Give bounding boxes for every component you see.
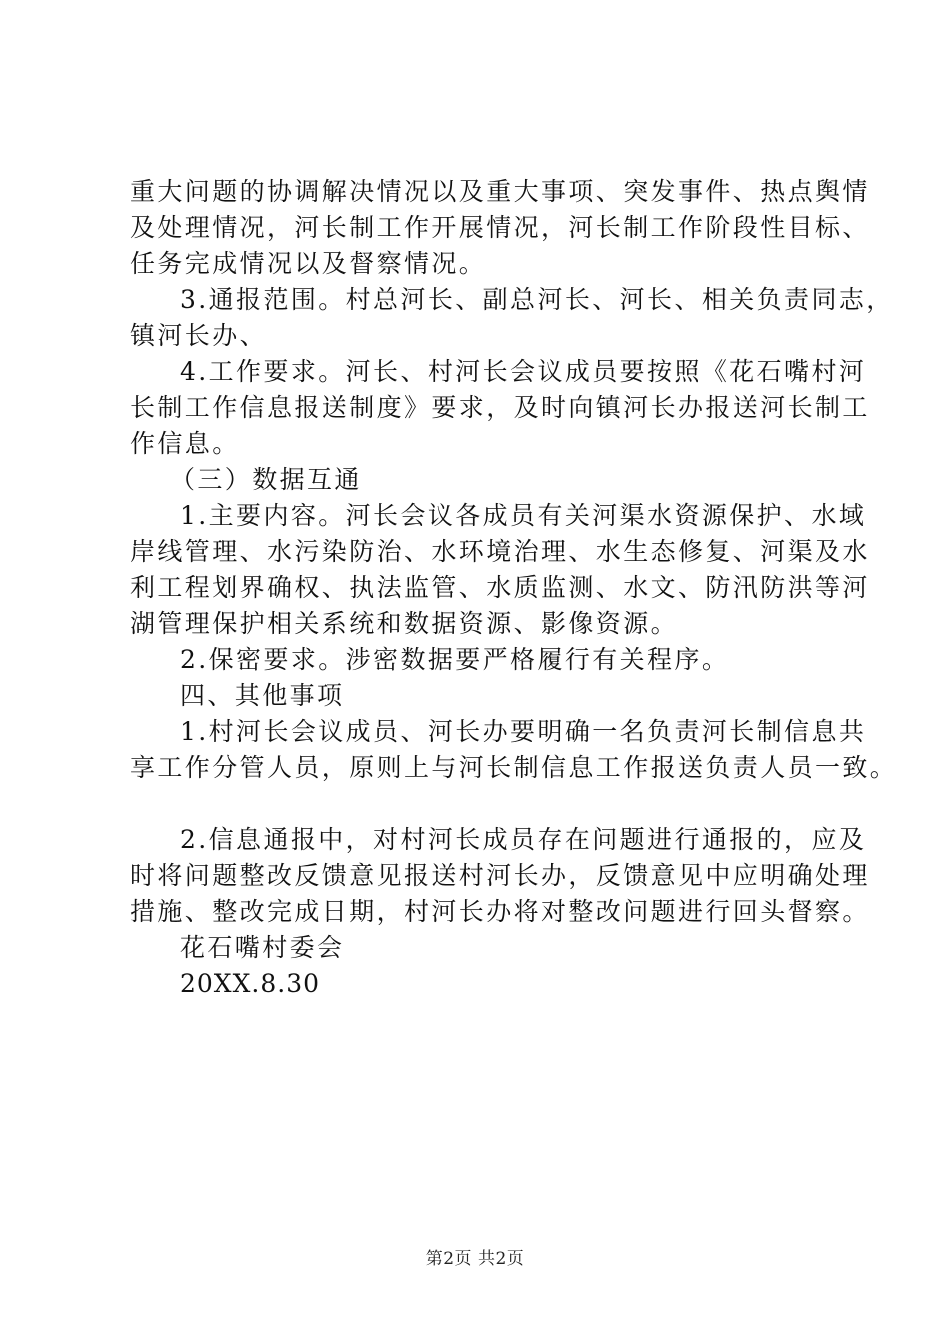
body-line: 2.信息通报中，对村河长成员存在问题进行通报的，应及: [180, 825, 867, 854]
body-line: 湖管理保护相关系统和数据资源、影像资源。: [130, 609, 679, 638]
page-footer: 第2页 共2页: [425, 1249, 525, 1269]
section-heading: 四、其他事项: [180, 681, 345, 710]
body-line: 重大问题的协调解决情况以及重大事项、突发事件、热点舆情: [130, 177, 870, 206]
body-line: 时将问题整改反馈意见报送村河长办，反馈意见中应明确处理: [130, 861, 870, 890]
body-line: 措施、整改完成日期，村河长办将对整改问题进行回头督察。: [130, 897, 870, 926]
body-line: 享工作分管人员，原则上与河长制信息工作报送负责人员一致。: [130, 753, 898, 782]
body-line: 1.村河长会议成员、河长办要明确一名负责河长制信息共: [180, 717, 867, 746]
body-line: 作信息。: [130, 429, 240, 458]
body-line: 及处理情况，河长制工作开展情况，河长制工作阶段性目标、: [130, 213, 870, 242]
body-line: 利工程划界确权、执法监管、水质监测、水文、防汛防洪等河: [130, 573, 870, 602]
section-heading: （三）数据互通: [170, 465, 362, 494]
body-line: 任务完成情况以及督察情况。: [130, 249, 487, 278]
body-line: 1.主要内容。河长会议各成员有关河渠水资源保护、水域: [180, 501, 867, 530]
body-line: 长制工作信息报送制度》要求，及时向镇河长办报送河长制工: [130, 393, 870, 422]
body-line: 2.保密要求。涉密数据要严格履行有关程序。: [180, 645, 730, 674]
signature-date: 20XX.8.30: [180, 969, 321, 998]
body-line: 3.通报范围。村总河长、副总河长、河长、相关负责同志，: [180, 285, 894, 314]
body-line: 镇河长办、: [130, 321, 268, 350]
body-line: 岸线管理、水污染防治、水环境治理、水生态修复、河渠及水: [130, 537, 870, 566]
signature-org: 花石嘴村委会: [180, 933, 345, 962]
body-line: 4.工作要求。河长、村河长会议成员要按照《花石嘴村河: [180, 357, 867, 386]
